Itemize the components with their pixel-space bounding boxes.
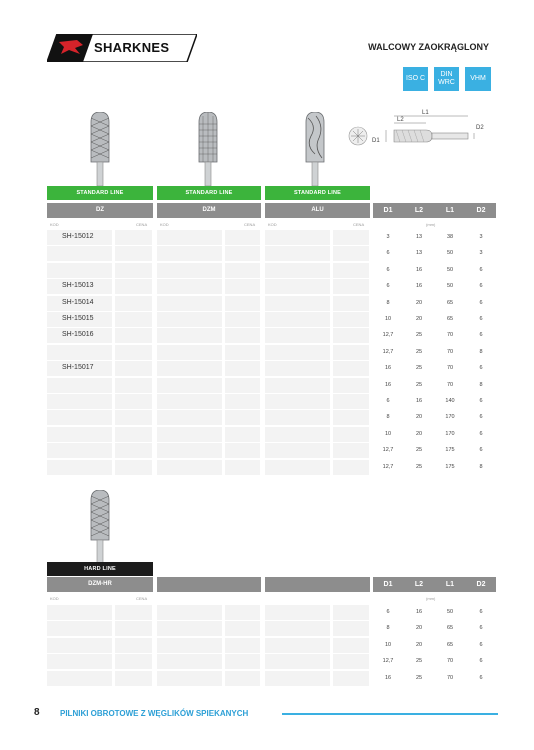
code-cell (157, 378, 222, 393)
dim-d1-value: 8 (386, 625, 390, 632)
dim-l2-value: 13 (415, 234, 423, 240)
tab-hard-line: HARD LINE (47, 562, 153, 576)
dim-d1-value: 10 (384, 430, 392, 437)
dim-d1-value: 12,7 (382, 348, 394, 355)
dim-l1-header: L1 (445, 581, 455, 588)
price-cell (225, 638, 260, 653)
code-cell (157, 246, 222, 261)
dim-l2-value: 25 (415, 365, 423, 372)
dim-d2-value: 6 (479, 625, 483, 632)
code-cell (157, 279, 222, 294)
dim-d1-value: 8 (386, 299, 390, 306)
label-l1: L1 (422, 110, 429, 116)
dim-d1-value: 6 (386, 609, 390, 615)
code-cell (157, 671, 222, 686)
header-dzm: DZM (157, 203, 261, 218)
dim-l1-value: 50 (446, 283, 454, 290)
dim-l2-value: 16 (415, 609, 423, 615)
code-cell (265, 246, 330, 261)
dim-d1-value: 12,7 (382, 447, 394, 454)
dim-l1-value: 140 (445, 398, 455, 404)
price-cell (115, 263, 152, 278)
code-cell (265, 460, 330, 475)
price-cell (333, 378, 369, 393)
code-cell (265, 263, 330, 278)
price-cell (115, 605, 152, 620)
dim-d2-value: 6 (479, 299, 483, 306)
tool-image-alu (303, 112, 327, 186)
dim-l1-value: 170 (445, 414, 455, 421)
badge-din: DIN WRC (434, 67, 459, 91)
price-cell (333, 671, 369, 686)
code-cell (265, 638, 330, 653)
price-cell (333, 460, 369, 475)
dim-l1-value: 70 (446, 381, 454, 388)
tab-standard-line-dz: STANDARD LINE (47, 186, 153, 200)
dim-l1-value: 70 (446, 658, 454, 665)
dim-l1-value: 65 (446, 641, 454, 648)
dim-l2-value: 25 (415, 658, 423, 665)
code-cell (265, 230, 330, 245)
price-cell (115, 460, 152, 475)
price-cell (225, 296, 260, 311)
dim-d2-value: 8 (479, 348, 483, 355)
dim-l2-value: 25 (415, 463, 423, 470)
code-cell (265, 361, 330, 376)
badge-vhm: VHM (465, 67, 491, 91)
code-cell (265, 328, 330, 343)
dim-d2-value: 3 (479, 234, 483, 240)
dim-d2-value: 6 (479, 398, 483, 404)
dim-l2-header: L2 (414, 207, 424, 214)
dim-d2-value: 6 (479, 414, 483, 421)
code-cell (157, 263, 222, 278)
price-cell (225, 621, 260, 636)
price-cell (225, 427, 260, 442)
code-cell (157, 443, 222, 458)
price-cell (225, 671, 260, 686)
dim-l1-value: 50 (446, 609, 454, 615)
price-cell (115, 230, 152, 245)
code-cell (265, 443, 330, 458)
price-cell (333, 296, 369, 311)
price-cell (333, 654, 369, 669)
price-cell (225, 605, 260, 620)
price-cell (333, 263, 369, 278)
product-code: SH-15015 (62, 315, 94, 322)
code-cell (157, 345, 222, 360)
price-cell (225, 361, 260, 376)
kod-label: KOD (50, 596, 59, 601)
price-cell (225, 460, 260, 475)
dim-l2-value: 20 (415, 299, 423, 306)
dim-d1-value: 12,7 (382, 658, 394, 665)
dim-d2-value: 8 (479, 381, 483, 388)
price-cell (115, 312, 152, 327)
dim-d1-value: 6 (386, 266, 390, 273)
dim-l1-value: 70 (446, 348, 454, 355)
price-cell (333, 230, 369, 245)
cena-label: CENA (244, 222, 256, 227)
code-cell (47, 263, 112, 278)
price-cell (225, 443, 260, 458)
cena-label: CENA (136, 596, 148, 601)
kod-label: KOD (160, 222, 169, 227)
code-cell (265, 427, 330, 442)
unit-label: (mm) (426, 596, 436, 601)
dim-d1-value: 8 (386, 414, 390, 421)
price-cell (225, 312, 260, 327)
dim-d1-value: 6 (386, 283, 390, 290)
dim-d1-value: 16 (384, 365, 392, 372)
dim-d1-value: 10 (384, 316, 392, 322)
dim-l2-value: 16 (415, 283, 423, 290)
code-cell (157, 230, 222, 245)
product-code: SH-15017 (62, 364, 94, 372)
dim-l2-value: 25 (415, 348, 423, 355)
product-code: SH-15012 (62, 233, 94, 240)
dim-d2-value: 6 (479, 658, 483, 665)
product-code: SH-15016 (62, 331, 94, 339)
dim-d2-value: 6 (479, 266, 483, 273)
price-cell (115, 443, 152, 458)
dim-l1-value: 70 (446, 365, 454, 372)
dim-l2-header: L2 (414, 581, 424, 588)
price-cell (333, 279, 369, 294)
dim-d1-header: D1 (383, 207, 393, 214)
dim-l2-value: 20 (415, 316, 423, 322)
code-cell (265, 394, 330, 409)
dim-d2-value: 6 (479, 283, 483, 290)
dim-d2-value: 6 (479, 365, 483, 372)
dim-d2-header: D2 (476, 581, 486, 588)
code-cell (47, 621, 112, 636)
code-cell (47, 246, 112, 261)
dim-l2-value: 20 (415, 625, 423, 632)
price-cell (333, 328, 369, 343)
code-cell (265, 654, 330, 669)
code-cell (157, 361, 222, 376)
dim-l1-value: 170 (445, 430, 455, 437)
page-number: 8 (34, 707, 40, 718)
price-cell (333, 345, 369, 360)
kod-label: KOD (50, 222, 59, 227)
dim-l1-value: 50 (446, 250, 454, 257)
price-cell (333, 638, 369, 653)
price-cell (225, 394, 260, 409)
dim-d2-value: 6 (479, 316, 483, 322)
code-cell (265, 312, 330, 327)
dim-l2-value: 13 (415, 250, 423, 257)
header-dz: DZ (47, 203, 153, 218)
price-cell (225, 246, 260, 261)
dim-d2-value: 3 (479, 250, 483, 257)
dim-l1-value: 65 (446, 316, 454, 322)
dim-l1-value: 175 (445, 463, 455, 470)
price-cell (115, 394, 152, 409)
kod-label: KOD (268, 222, 277, 227)
price-cell (115, 378, 152, 393)
price-cell (333, 605, 369, 620)
dim-d2-value: 6 (479, 430, 483, 437)
dim-d1-value: 6 (386, 398, 390, 404)
dim-l2-value: 25 (415, 674, 423, 681)
page-title: WALCOWY ZAOKRĄGLONY (368, 42, 489, 52)
code-cell (157, 427, 222, 442)
price-cell (115, 296, 152, 311)
code-cell (157, 605, 222, 620)
label-l2: L2 (397, 117, 404, 123)
price-cell (115, 246, 152, 261)
dim-d2-value: 6 (479, 674, 483, 681)
dim-d1-value: 6 (386, 250, 390, 257)
price-cell (333, 427, 369, 442)
dim-l1-value: 38 (446, 234, 454, 240)
price-cell (115, 621, 152, 636)
dim-l1-value: 65 (446, 625, 454, 632)
dim-l1-value: 50 (446, 266, 454, 273)
dim-l1-header: L1 (445, 207, 455, 214)
price-cell (115, 328, 152, 343)
dim-d1-value: 16 (384, 674, 392, 681)
dim-d2-header: D2 (476, 207, 486, 214)
code-cell (157, 654, 222, 669)
code-cell (157, 621, 222, 636)
footer-title: PILNIKI OBROTOWE Z WĘGLIKÓW SPIEKANYCH (60, 709, 249, 718)
dim-l1-value: 175 (445, 447, 455, 454)
dim-d2-value: 6 (479, 447, 483, 454)
footer-divider (282, 713, 498, 715)
price-cell (225, 345, 260, 360)
code-cell (47, 443, 112, 458)
dim-l2-value: 25 (415, 332, 423, 339)
dimension-diagram (346, 108, 492, 160)
price-cell (115, 654, 152, 669)
code-cell (157, 394, 222, 409)
header-blank (265, 577, 370, 592)
dim-l1-value: 70 (446, 332, 454, 339)
code-cell (47, 460, 112, 475)
price-cell (115, 638, 152, 653)
dim-d2-value: 6 (479, 641, 483, 648)
dim-d1-value: 12,7 (382, 332, 394, 339)
badge-iso: ISO C (403, 67, 428, 91)
dims-header (373, 203, 496, 218)
price-cell (225, 378, 260, 393)
price-cell (115, 345, 152, 360)
price-cell (333, 394, 369, 409)
code-cell (47, 394, 112, 409)
dim-l2-value: 20 (415, 641, 423, 648)
code-cell (157, 328, 222, 343)
code-cell (47, 654, 112, 669)
dim-l1-value: 65 (446, 299, 454, 306)
price-cell (115, 279, 152, 294)
code-cell (265, 345, 330, 360)
dim-d1-value: 10 (384, 641, 392, 648)
header-alu: ALU (265, 203, 370, 218)
price-cell (333, 410, 369, 425)
code-cell (265, 605, 330, 620)
dim-l2-value: 25 (415, 447, 423, 454)
code-cell (265, 378, 330, 393)
price-cell (333, 246, 369, 261)
price-cell (115, 671, 152, 686)
unit-label: (mm) (426, 222, 436, 227)
label-d1: D1 (372, 138, 380, 144)
tool-image-dz (88, 112, 112, 186)
price-cell (333, 443, 369, 458)
dim-l2-value: 16 (415, 266, 423, 273)
code-cell (47, 410, 112, 425)
code-cell (157, 410, 222, 425)
code-cell (265, 279, 330, 294)
price-cell (115, 410, 152, 425)
price-cell (333, 312, 369, 327)
product-code: SH-15013 (62, 282, 94, 290)
price-cell (225, 328, 260, 343)
price-cell (225, 654, 260, 669)
code-cell (47, 378, 112, 393)
price-cell (333, 361, 369, 376)
label-d2: D2 (476, 125, 484, 131)
dims-header (373, 577, 496, 592)
dim-d1-header: D1 (383, 581, 393, 588)
product-code: SH-15014 (62, 298, 94, 306)
price-cell (225, 279, 260, 294)
cena-label: CENA (353, 222, 365, 227)
dim-l1-value: 70 (446, 674, 454, 681)
tool-image-dzm-hr (88, 490, 112, 564)
price-cell (115, 427, 152, 442)
dim-l2-value: 16 (415, 398, 423, 404)
code-cell (47, 345, 112, 360)
tool-image-dzm (196, 112, 220, 186)
code-cell (47, 638, 112, 653)
code-cell (157, 312, 222, 327)
dim-l2-value: 25 (415, 381, 423, 388)
price-cell (225, 263, 260, 278)
dim-d1-value: 12,7 (382, 463, 394, 470)
code-cell (265, 671, 330, 686)
dim-d1-value: 3 (386, 234, 390, 240)
dim-l2-value: 20 (415, 430, 423, 437)
code-cell (265, 296, 330, 311)
price-cell (225, 230, 260, 245)
tab-standard-line-alu: STANDARD LINE (265, 186, 370, 200)
price-cell (225, 410, 260, 425)
code-cell (157, 638, 222, 653)
code-cell (157, 460, 222, 475)
dim-d2-value: 6 (479, 609, 483, 615)
code-cell (47, 427, 112, 442)
code-cell (47, 605, 112, 620)
price-cell (115, 361, 152, 376)
code-cell (47, 671, 112, 686)
dim-d1-value: 16 (384, 381, 392, 388)
dim-d2-value: 6 (479, 332, 483, 339)
dim-l2-value: 20 (415, 414, 423, 421)
dim-d2-value: 8 (479, 463, 483, 470)
code-cell (265, 410, 330, 425)
code-cell (265, 621, 330, 636)
header-dzm-hr: DZM-HR (47, 577, 153, 592)
tab-standard-line-dzm: STANDARD LINE (157, 186, 261, 200)
cena-label: CENA (136, 222, 148, 227)
price-cell (333, 621, 369, 636)
brand-name: SHARKNES (94, 40, 170, 55)
header-blank (157, 577, 261, 592)
code-cell (157, 296, 222, 311)
